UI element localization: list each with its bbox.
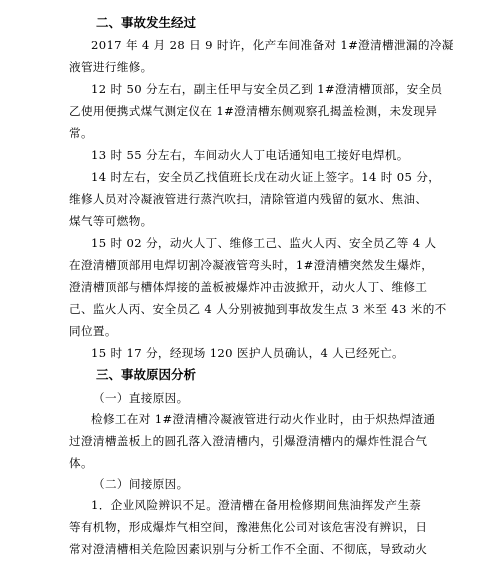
text-line: 2017 年 4 月 28 日 9 时许，化产车间准备对 1#澄清槽泄漏的冷凝 xyxy=(91,38,454,52)
text-line: 14 时左右，安全员乙找值班长戊在动火证上签字。14 时 05 分， xyxy=(91,170,441,184)
text-line: 检修工在对 1#澄清槽冷凝液管进行动火作业时，由于炽热焊渣通 xyxy=(91,412,436,426)
text-line: 在澄清槽顶部用电焊切割冷凝液管弯头时，1#澄清槽突然发生爆炸， xyxy=(69,258,434,272)
text-line: 煤气等可燃物。 xyxy=(69,214,153,228)
text-line: 澄清槽顶部与槽体焊接的盖板被爆炸冲击波掀开，动火人丁、维修工 xyxy=(69,280,428,294)
paragraph-direct-cause xyxy=(69,408,436,474)
text-line: 液管进行维修。 xyxy=(69,60,153,74)
subheading-indirect-cause: （二）间接原因。 xyxy=(93,477,189,491)
paragraph-casualties xyxy=(69,342,411,364)
text-line: 同位置。 xyxy=(69,324,117,338)
text-line: 己、监火人丙、安全员乙 4 人分别被抛到事故发生点 3 米至 43 米的不 xyxy=(69,302,447,316)
paragraph-indirect-cause xyxy=(69,494,428,560)
paragraph-explosion xyxy=(69,232,447,342)
text-line: 等有机物，形成爆炸气相空间，豫港焦化公司对该危害没有辨识，日 xyxy=(69,520,428,534)
text-line: 13 时 55 分左右，车间动火人丁电话通知电工接好电焊机。 xyxy=(91,148,409,162)
text-line: 体。 xyxy=(69,456,93,470)
text-line: 1．企业风险辨识不足。澄清槽在备用检修期间焦油挥发产生萘 xyxy=(91,498,422,512)
text-line: 常。 xyxy=(69,126,93,140)
text-line: 12 时 50 分左右，副主任甲与安全员乙到 1#澄清槽顶部，安全员 xyxy=(91,82,443,96)
section-heading-accident-process: 二、事故发生经过 xyxy=(96,15,197,30)
subheading-direct-cause: （一）直接原因。 xyxy=(93,391,189,405)
text-line: 过澄清槽盖板上的圆孔落入澄清槽内，引爆澄清槽内的爆炸性混合气 xyxy=(69,434,428,448)
paragraph-steam-purge xyxy=(69,166,441,232)
paragraph-repair-plan xyxy=(69,34,454,78)
text-line: 15 时 17 分，经现场 120 医护人员确认，4 人已经死亡。 xyxy=(91,346,404,360)
text-line: 常对澄清槽相关危险因素识别与分析工作不全面、不彻底，导致动火 xyxy=(69,542,428,556)
text-line: 15 时 02 分，动火人丁、维修工己、监火人丙、安全员乙等 4 人 xyxy=(91,236,437,250)
text-line: 乙使用便携式煤气测定仪在 1#澄清槽东侧观察孔揭盖检测，未发现异 xyxy=(69,104,438,118)
section-heading-cause-analysis: 三、事故原因分析 xyxy=(96,367,197,382)
paragraph-gas-detection xyxy=(69,78,443,144)
paragraph-welder-notice xyxy=(69,144,411,166)
text-line: 维修人员对冷凝液管进行蒸汽吹扫，清除管道内残留的氨水、焦油、 xyxy=(69,192,428,206)
